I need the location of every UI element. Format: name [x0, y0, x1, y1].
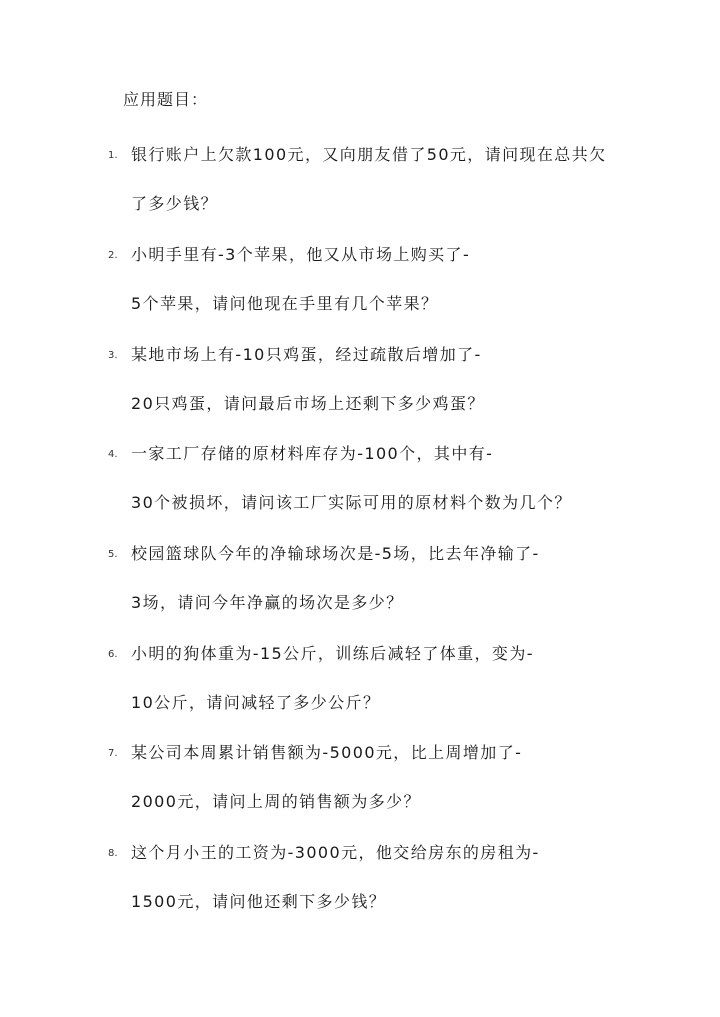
- problem-number: 3.: [108, 350, 118, 361]
- problem-number: 8.: [108, 848, 118, 859]
- problem-text-line-2: 3场，请问今年净赢的场次是多少？: [131, 593, 404, 612]
- problem-text-line-1: 小明的狗体重为-15公斤，训练后减轻了体重，变为-: [131, 644, 534, 663]
- problem-text-line-1: 校园篮球队今年的净输球场次是-5场，比去年净输了-: [131, 544, 540, 563]
- problem-text-line-1: 某地市场上有-10只鸡蛋，经过疏散后增加了-: [131, 345, 482, 364]
- problem-text-line-1: 一家工厂存储的原材料库存为-100个，其中有-: [131, 444, 494, 463]
- problem-text-line-1: 某公司本周累计销售额为-5000元，比上周增加了-: [131, 743, 523, 762]
- problem-number: 7.: [108, 748, 118, 759]
- problem-text-line-1: 小明手里有-3个苹果，他又从市场上购买了-: [131, 245, 471, 264]
- problem-text-line-2: 20只鸡蛋，请问最后市场上还剩下多少鸡蛋？: [131, 394, 485, 413]
- problem-text-line-2: 了多少钱？: [131, 194, 219, 213]
- page-heading: 应用题目：: [123, 90, 209, 109]
- problem-text-line-2: 5个苹果，请问他现在手里有几个苹果？: [131, 294, 439, 313]
- problem-text-line-1: 这个月小王的工资为-3000元，他交给房东的房租为-: [131, 843, 540, 862]
- problem-number: 5.: [108, 549, 118, 560]
- problem-text-line-2: 30个被损坏，请问该工厂实际可用的原材料个数为几个？: [131, 493, 572, 512]
- problem-text-line-2: 10公斤，请问减轻了多少公斤？: [131, 693, 381, 712]
- problem-number: 2.: [108, 250, 118, 261]
- problem-number: 1.: [108, 150, 118, 161]
- problem-text-line-1: 银行账户上欠款100元，又向朋友借了50元，请问现在总共欠: [131, 145, 607, 164]
- problem-text-line-2: 1500元，请问他还剩下多少钱？: [131, 892, 387, 911]
- problem-number: 6.: [108, 649, 118, 660]
- problem-text-line-2: 2000元，请问上周的销售额为多少？: [131, 792, 421, 811]
- problem-number: 4.: [108, 449, 118, 460]
